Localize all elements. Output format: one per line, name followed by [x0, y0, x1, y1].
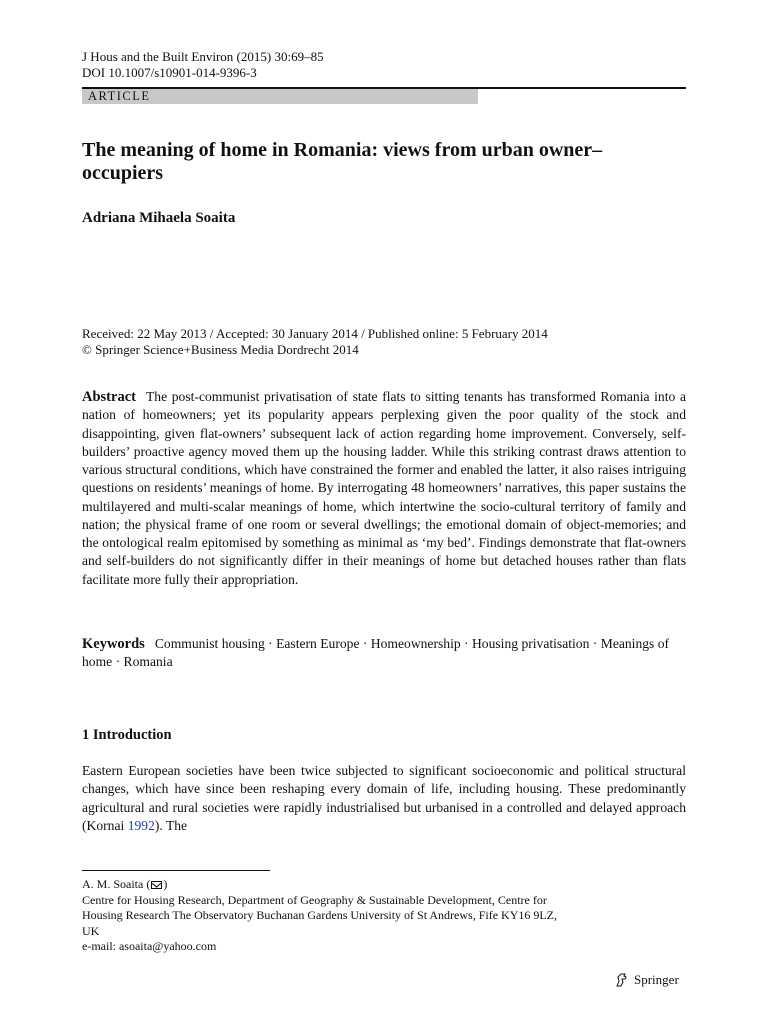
affiliation-line-3: UK [82, 923, 100, 938]
author-email[interactable]: e-mail: asoaita@yahoo.com [82, 939, 217, 953]
footnote-author: A. M. Soaita ( [82, 877, 151, 891]
citation-link[interactable]: 1992 [127, 818, 155, 834]
publisher-name: Springer [634, 972, 679, 987]
footnote-rule [82, 870, 270, 871]
history-dates: Received: 22 May 2013 / Accepted: 30 January 2014 / Published online: 5 February 2014 [82, 326, 548, 341]
publisher-logo [614, 972, 679, 988]
keywords-label: Keywords [82, 636, 145, 652]
intro-text-end: ). The [154, 818, 188, 834]
article-type-label: ARTICLE [88, 89, 151, 103]
journal-citation: J Hous and the Built Environ (2015) 30:69–85 [82, 49, 324, 64]
abstract-text: The post-communist privatisation of state flats to sitting tenants has transformed Romania into a nation of homeowners; yet its popularity appears perplexing given the poor quality of the stock and disappointing, given flat-owners’ subsequent lack of action regarding home improvement. Conversely, self-builders’ proactive agency moved them up the housing ladder. While this striking contrast draws attention to various structural conditions, which have constrained the former and enabled the latter, it also raises intriguing questions on residents’ meanings of home. By interrogating 48 homeowners’ narratives, this paper sustains the multilayered and multi-scalar meanings of home, which intertwine the socio-cultural territory of family and nation; the physical frame of one room or several dwellings; the emotional domain of object-memories; and the ontological realm epitomised by something as minimal as ‘my bed’. Findings demonstrate that flat-owners and self-builders do not significantly differ in their meanings of home but detached houses rather than flats facilitate more fully their appropriation. [82, 389, 686, 587]
publication-dates [82, 326, 548, 358]
author-name: Adriana Mihaela Soaita [82, 210, 236, 226]
copyright-line: © Springer Science+Business Media Dordrecht 2014 [82, 342, 359, 357]
keywords-text: Communist housing · Eastern Europe · Homeownership · Housing privatisation · Meanings of home · Romania [82, 636, 670, 669]
journal-header [82, 49, 324, 81]
footnote-author-line [82, 877, 686, 893]
introduction-paragraph [82, 762, 686, 836]
abstract [82, 388, 686, 589]
affiliation-line-2: Housing Research The Observatory Buchanan Gardens University of St Andrews, Fife KY16 9LZ, [82, 908, 558, 922]
footnote-author-close: ) [163, 877, 168, 891]
paper-title: The meaning of home in Romania: views from urban owner–occupiers [82, 139, 603, 184]
intro-text: Eastern European societies have been twice subjected to significant socioeconomic and political structural changes, which have since been reshaping every domain of life, including housing. These predominantly agricultural and rural societies were rapidly industrialised but urbanised in a controlled and delayed approach (Kornai [82, 763, 686, 834]
springer-horse-icon [614, 972, 630, 988]
envelope-icon[interactable] [151, 881, 162, 889]
journal-doi[interactable]: DOI 10.1007/s10901-014-9396-3 [82, 65, 257, 80]
abstract-label: Abstract [82, 389, 136, 405]
author-footnote [82, 877, 686, 955]
section-heading-introduction: 1 Introduction [82, 727, 172, 743]
affiliation-line-1: Centre for Housing Research, Department of Geography & Sustainable Development, Centre for [82, 892, 547, 907]
keywords [82, 635, 686, 671]
